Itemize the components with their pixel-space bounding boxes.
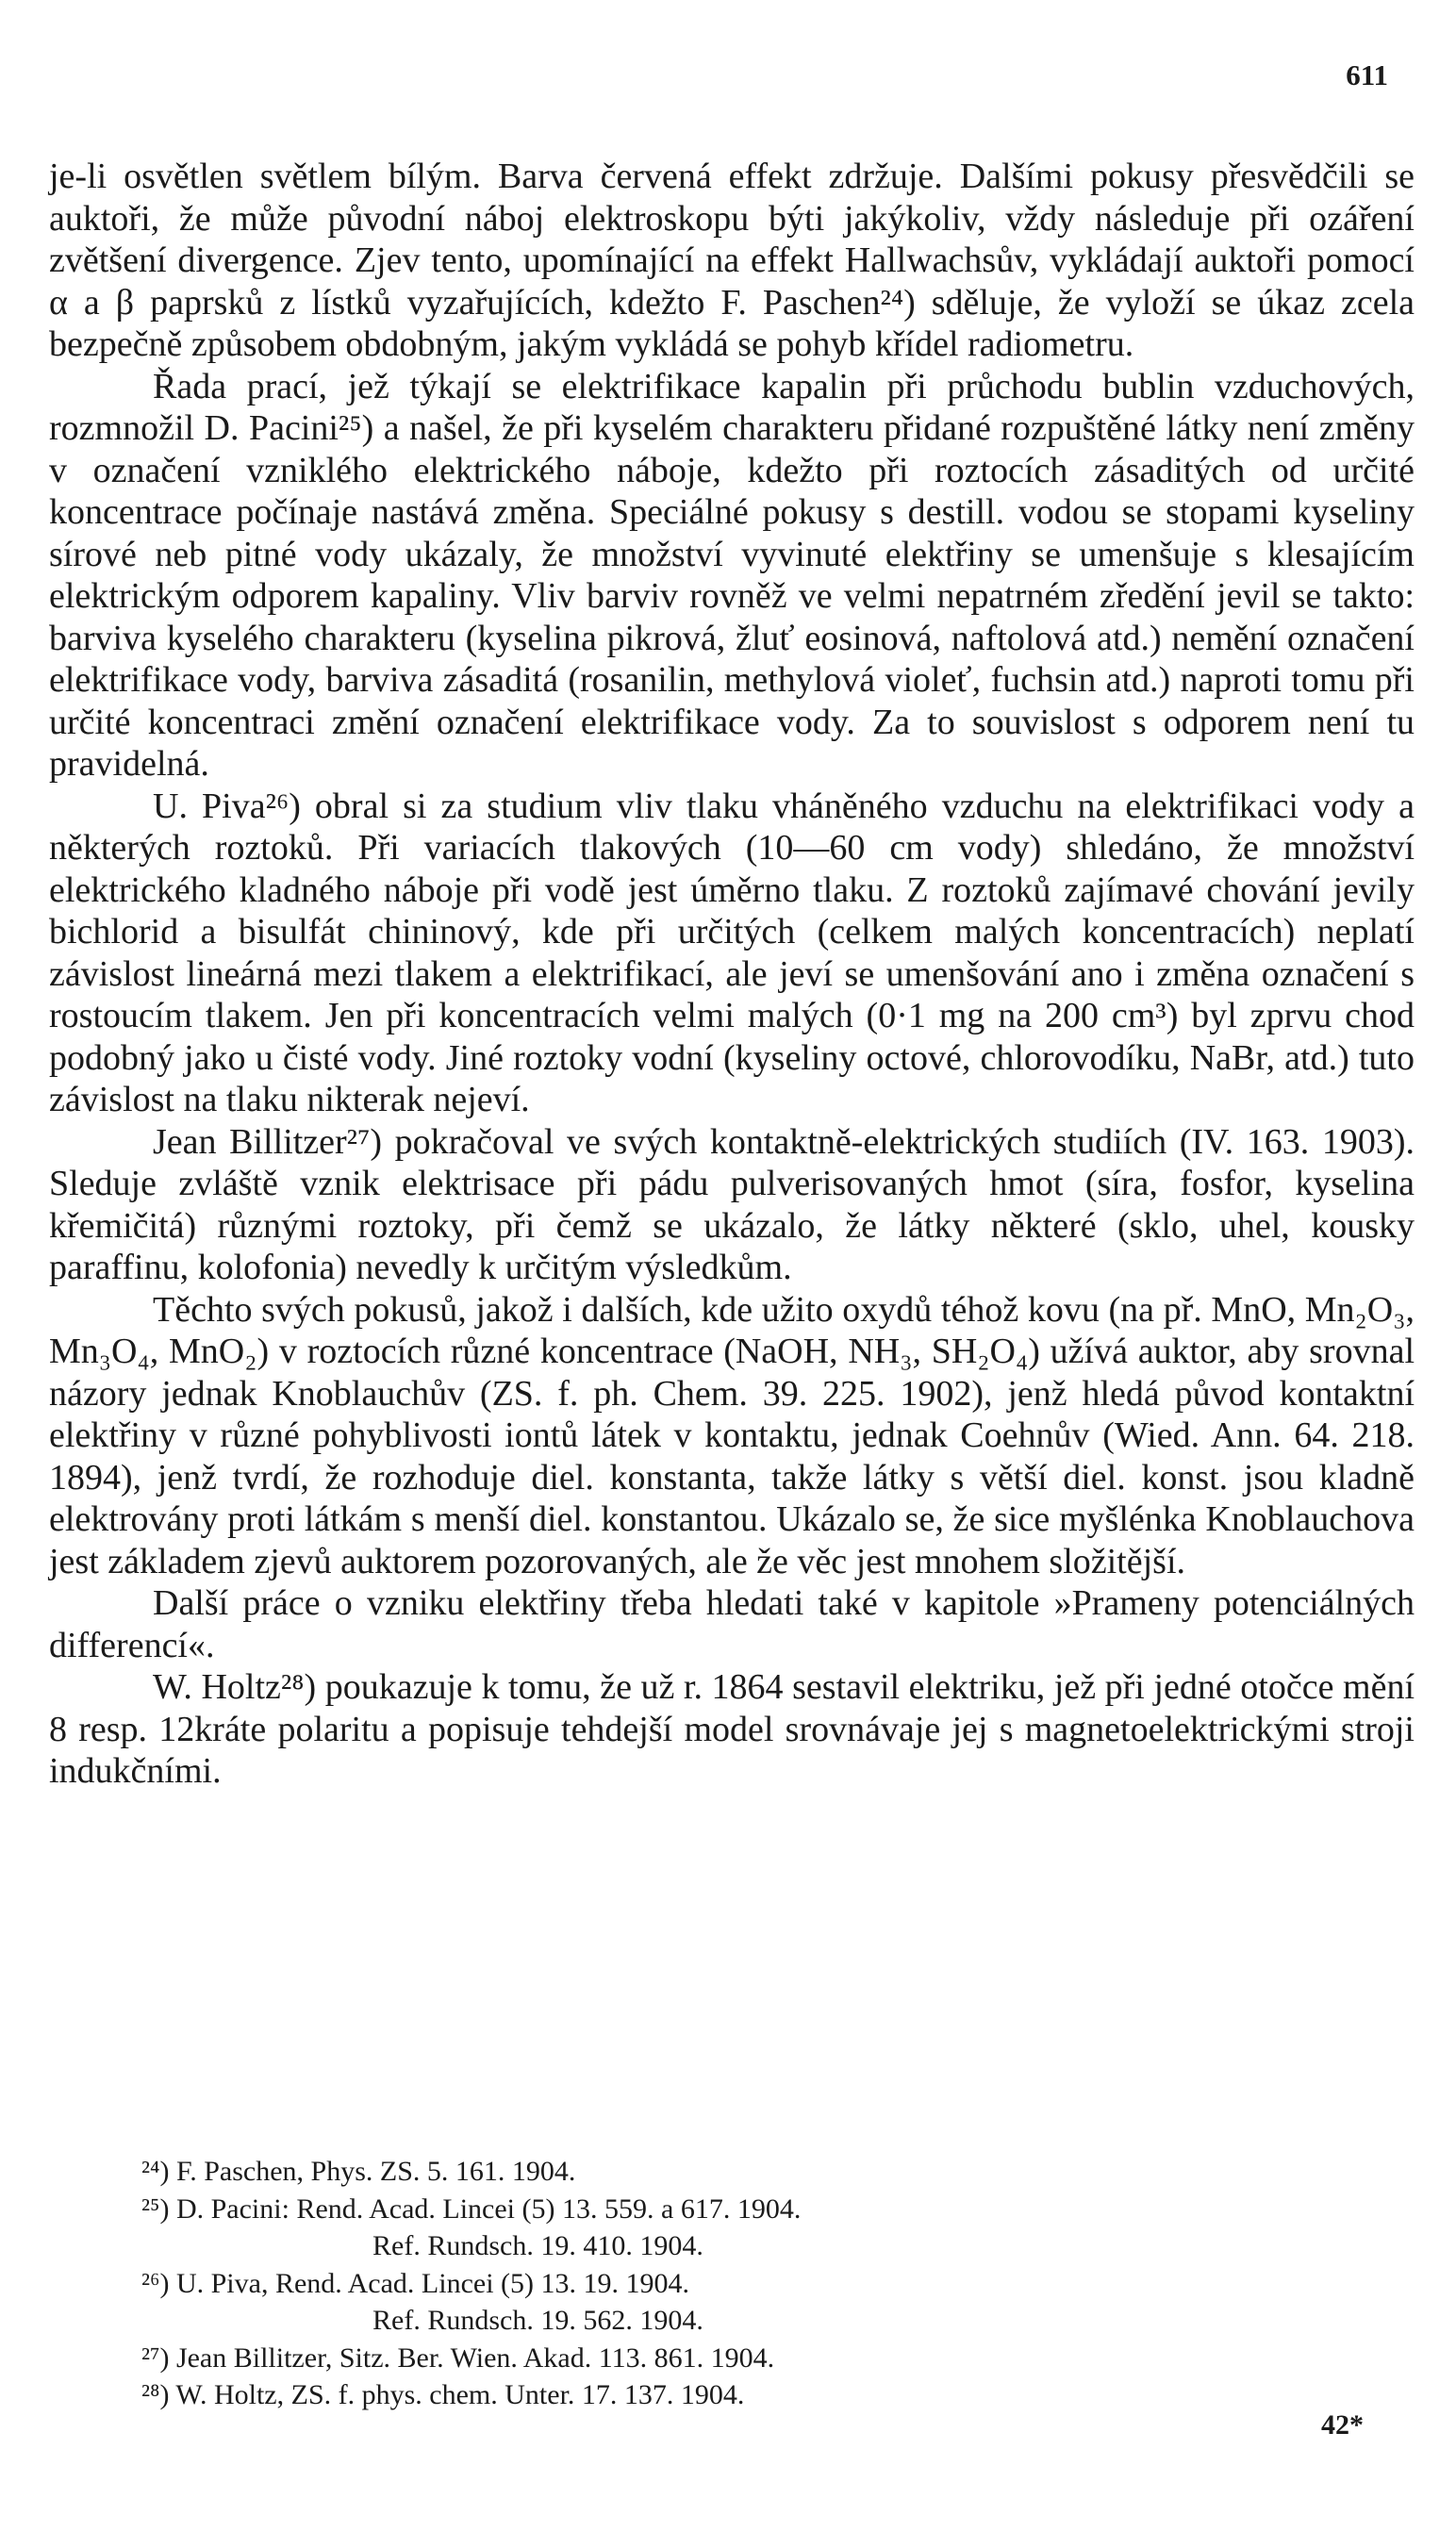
signature-mark: 42* [1321, 2409, 1364, 2441]
footnote: ²⁴) F. Paschen, Phys. ZS. 5. 161. 1904. [141, 2156, 576, 2187]
paragraph: Další práce o vzniku elektřiny třeba hledati také v kapitole »Prameny potenciálných differencí«. [49, 1583, 1415, 1665]
footnote: ²⁶) U. Piva, Rend. Acad. Lincei (5) 13. 19. 1904. [141, 2267, 690, 2299]
paragraph: Řada prací, jež týkají se elektrifikace kapalin při průchodu bublin vzduchových, rozmnožil D. Pacini²⁵) a našel, že při kyselém charakteru přidané rozpuštěné látky není změny v označení vzniklého elektrického náboje, kdežto při roztocích zásaditých od určité koncentrace počínaje nastává změna. Speciálné pokusy s destill. vodou se stopami kyseliny sírové neb pitné vody ukázaly, že množství vyvinuté elektřiny se umenšuje s klesajícím elektrickým odporem kapaliny. Vliv barviv rovněž ve velmi nepatrném zředění jevil se takto: barviva kyselého charakteru (kyselina pikrová, žluť eosinová, naftolová atd.) nemění označení elektrifikace vody, barviva zásaditá (rosanilin, methylová violeť, fuchsin atd.) naproti tomu při určité koncentraci změní označení elektrifikace vody. Za to souvislost s odporem není tu pravidelná. [49, 366, 1415, 784]
footnote: ²⁵) D. Pacini: Rend. Acad. Lincei (5) 13. 559. a 617. 1904. [141, 2193, 802, 2225]
paragraph: Jean Billitzer²⁷) pokračoval ve svých kontaktně-elektrických studiích (IV. 163. 1903). Sleduje zvláště vznik elektrisace při pádu pulverisovaných hmot (síra, fosfor, kyselina křemičitá) různými roztoky, při čemž se ukázalo, že látky některé (sklo, uhel, kousky paraffinu, kolofonia) nevedly k určitým výsledkům. [49, 1121, 1415, 1287]
paragraph: W. Holtz²⁸) poukazuje k tomu, že už r. 1864 sestavil elektriku, jež při jedné otočce mění 8 resp. 12kráte polaritu a popisuje tehdejší model srovnávaje jej s magnetoelektrickými stroji indukčními. [49, 1667, 1415, 1791]
footnote-continuation: Ref. Rundsch. 19. 410. 1904. [372, 2230, 703, 2261]
body-text [49, 156, 1415, 1793]
footnotes [141, 2153, 1320, 2414]
paragraph: U. Piva²⁶) obral si za studium vliv tlaku vháněného vzduchu na elektrifikaci vody a některých roztoků. Při variacích tlakových (10—60 cm vody) shledáno, že množství elektrického kladného náboje při vodě jest úměrno tlaku. Z roztoků zajímavé chování jevily bichlorid a bisulfát chininový, kde při určitých (celkem malých koncentracích) neplatí závislost lineárná mezi tlakem a elektrifikací, ale jeví se umenšování ano i změna označení s rostoucím tlakem. Jen při koncentracích velmi malých (0·1 mg na 200 cm³) byl zprvu chod podobný jako u čisté vody. Jiné roztoky vodní (kyseliny octové, chlorovodíku, NaBr, atd.) tuto závislost na tlaku nikterak nejeví. [49, 786, 1415, 1119]
footnote: ²⁷) Jean Billitzer, Sitz. Ber. Wien. Akad. 113. 861. 1904. [141, 2342, 775, 2374]
paragraph: Těchto svých pokusů, jakož i dalších, kde užito oxydů téhož kovu (na př. MnO, Mn₂O₃, Mn₃O₄, MnO₂) v roztocích různé koncentrace (NaOH, NH₃, SH₂O₄) užívá auktor, aby srovnal názory jednak Knoblauchův (ZS. f. ph. Chem. 39. 225. 1902), jenž hledá původ kontaktní elektřiny v různé pohyblivosti iontů látek v kontaktu, jednak Coehnův (Wied. Ann. 64. 218. 1894), jenž tvrdí, že rozhoduje diel. konstanta, takže látky s větší diel. konst. jsou kladně elektrovány proti látkám s menší diel. konstantou. Ukázalo se, že sice myšlénka Knoblauchova jest základem zjevů auktorem pozorovaných, ale že věc jest mnohem složitější. [49, 1289, 1415, 1581]
footnote: ²⁸) W. Holtz, ZS. f. phys. chem. Unter. 17. 137. 1904. [141, 2379, 745, 2410]
paragraph: je-li osvětlen světlem bílým. Barva červená effekt zdržuje. Dalšími pokusy přesvědčili se auktoři, že může původní náboj elektroskopu býti jakýkoliv, vždy následuje při ozáření zvětšení divergence. Zjev tento, upomínající na effekt Hallwachsův, vykládají auktoři pomocí α a β paprsků z lístků vyzařujících, kdežto F. Paschen²⁴) sděluje, že vyloží se úkaz zcela bezpečně způsobem obdobným, jakým vykládá se pohyb křídel radiometru. [49, 157, 1415, 364]
footnote-continuation: Ref. Rundsch. 19. 562. 1904. [372, 2305, 703, 2336]
page-number: 611 [1346, 58, 1388, 91]
